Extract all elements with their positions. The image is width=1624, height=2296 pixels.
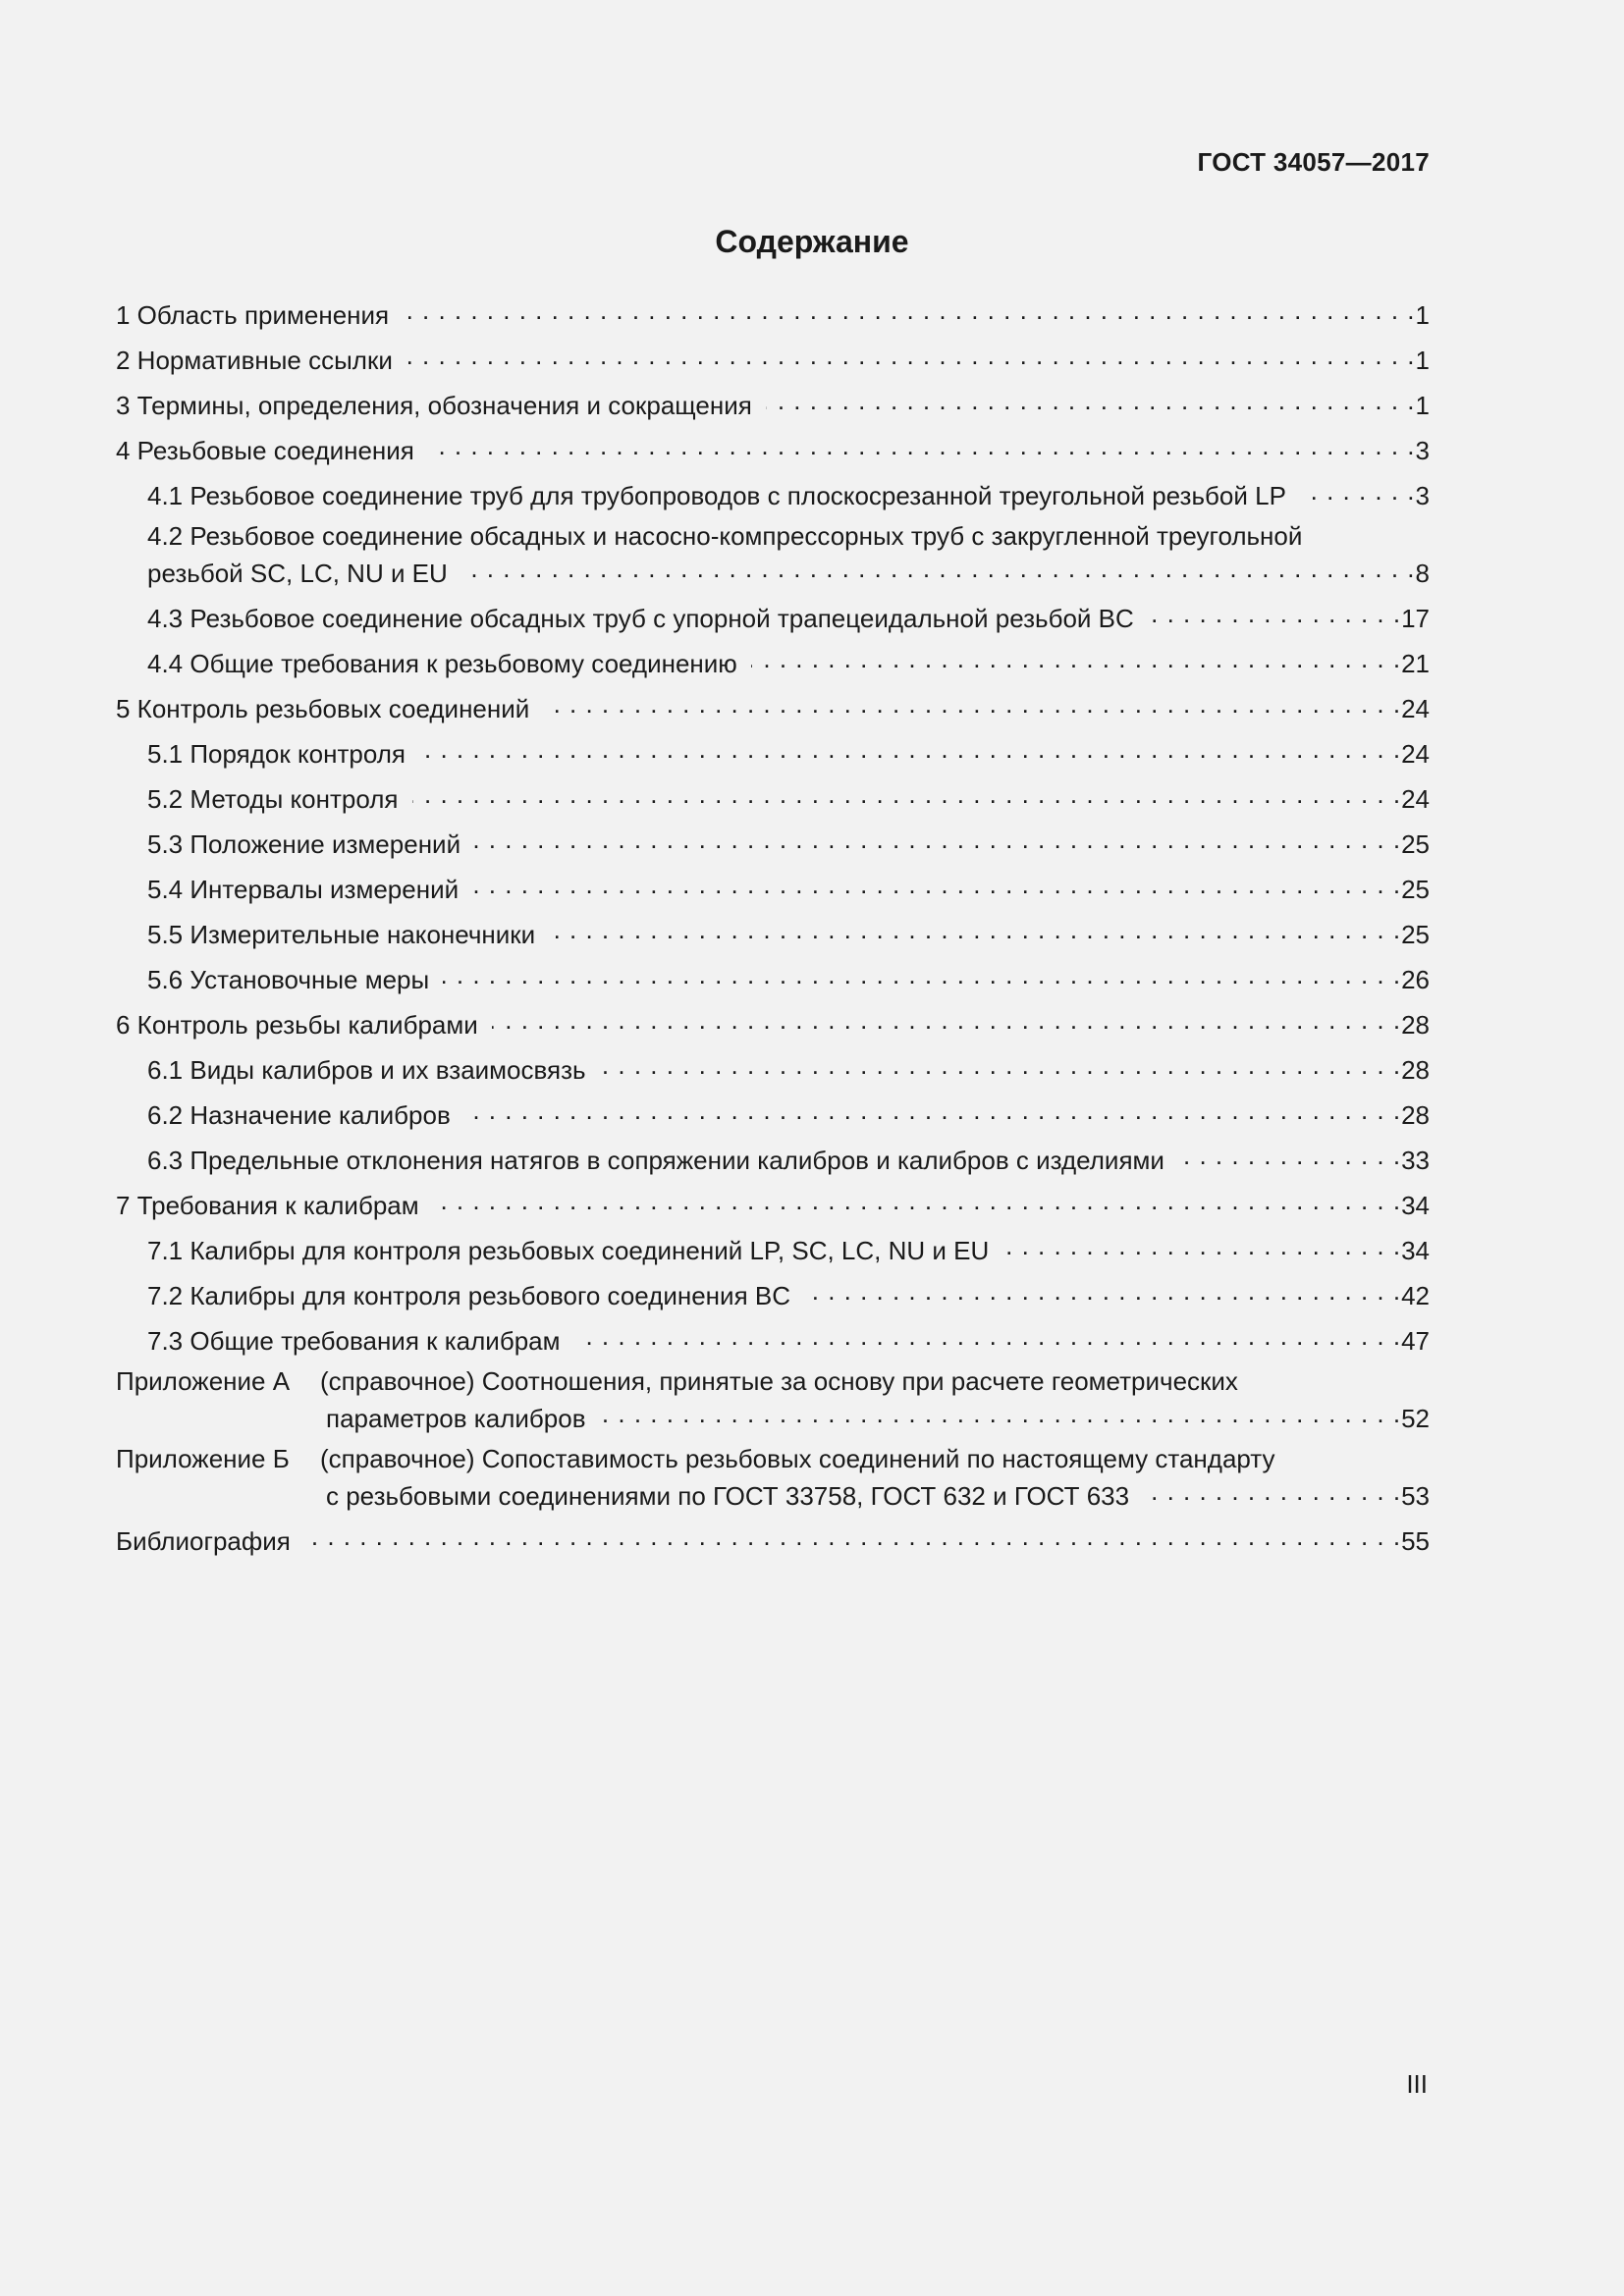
document-code: ГОСТ 34057—2017 bbox=[1197, 147, 1430, 177]
leader-dots bbox=[406, 340, 1416, 369]
toc-entry-4-2[interactable] bbox=[116, 520, 1430, 590]
toc-label-line1: (справочное) Соотношения, принятые за основу при расчете геометрических bbox=[320, 1366, 1238, 1396]
toc-page: 1 bbox=[1415, 300, 1430, 330]
toc-label: Библиография bbox=[116, 1526, 291, 1556]
leader-dots bbox=[804, 1275, 1401, 1305]
toc-label: 6.1 Виды калибров и их взаимосвязь bbox=[147, 1055, 586, 1085]
leader-dots bbox=[1148, 598, 1401, 627]
toc-page: 24 bbox=[1401, 694, 1430, 723]
toc-entry-6-2[interactable] bbox=[116, 1095, 1430, 1132]
leader-dots bbox=[574, 1320, 1402, 1350]
toc-label: 5.6 Установочные меры bbox=[147, 965, 430, 994]
leader-dots bbox=[1002, 1230, 1401, 1259]
toc-entry-5-1[interactable] bbox=[116, 733, 1430, 771]
page-number: III bbox=[1406, 2069, 1428, 2099]
toc-entry-7-3[interactable] bbox=[116, 1320, 1430, 1358]
toc-entry-2[interactable] bbox=[116, 340, 1430, 377]
toc-entry-7-2[interactable] bbox=[116, 1275, 1430, 1312]
toc-page: 1 bbox=[1415, 346, 1430, 375]
toc-entry-4[interactable] bbox=[116, 430, 1430, 467]
toc-entry-5-6[interactable] bbox=[116, 959, 1430, 996]
leader-dots bbox=[464, 1095, 1401, 1124]
leader-dots bbox=[304, 1521, 1401, 1550]
toc-label-line1: (справочное) Сопоставимость резьбовых соединений по настоящему стандарту bbox=[320, 1444, 1275, 1473]
toc-label: 7.3 Общие требования к калибрам bbox=[147, 1326, 561, 1356]
toc-entry-1[interactable] bbox=[116, 294, 1430, 332]
toc-label: 6 Контроль резьбы калибрами bbox=[116, 1010, 478, 1040]
toc-page: 28 bbox=[1401, 1100, 1430, 1130]
leader-dots bbox=[600, 1049, 1401, 1079]
appendix-prefix: Приложение А bbox=[116, 1366, 291, 1396]
leader-dots bbox=[474, 824, 1401, 853]
leader-dots bbox=[543, 688, 1401, 718]
toc-label: 2 Нормативные ссылки bbox=[116, 346, 393, 375]
leader-dots bbox=[461, 553, 1416, 582]
toc-entry-4-1[interactable] bbox=[116, 475, 1430, 512]
toc-entry-appendix-a[interactable] bbox=[116, 1365, 1430, 1435]
toc-page: 28 bbox=[1401, 1055, 1430, 1085]
toc-page: 21 bbox=[1401, 649, 1430, 678]
leader-dots bbox=[549, 914, 1401, 943]
leader-dots bbox=[428, 430, 1416, 459]
leader-dots bbox=[1300, 475, 1416, 505]
toc-label: 5.2 Методы контроля bbox=[147, 784, 399, 814]
toc-entry-7[interactable] bbox=[116, 1185, 1430, 1222]
toc-label: 5.1 Порядок контроля bbox=[147, 739, 406, 769]
toc-label: 7.2 Калибры для контроля резьбового соединения BC bbox=[147, 1281, 790, 1310]
leader-dots bbox=[403, 294, 1415, 324]
appendix-prefix: Приложение Б bbox=[116, 1444, 290, 1473]
toc-page: 25 bbox=[1401, 920, 1430, 949]
toc-label: 7.1 Калибры для контроля резьбовых соединений LP, SC, LC, NU и EU bbox=[147, 1236, 990, 1265]
toc-entry-appendix-b[interactable] bbox=[116, 1443, 1430, 1513]
toc-page: 34 bbox=[1401, 1236, 1430, 1265]
toc-label: 5.4 Интервалы измерений bbox=[147, 875, 460, 904]
toc-entry-5-4[interactable] bbox=[116, 869, 1430, 906]
toc-page: 42 bbox=[1401, 1281, 1430, 1310]
toc-entry-4-4[interactable] bbox=[116, 643, 1430, 680]
toc-label-line2: с резьбовыми соединениями по ГОСТ 33758, ГОСТ 632 и ГОСТ 633 bbox=[326, 1481, 1130, 1511]
leader-dots bbox=[766, 385, 1416, 414]
toc-entry-bibliography[interactable] bbox=[116, 1521, 1430, 1558]
toc-page: 24 bbox=[1401, 739, 1430, 769]
toc-entry-5-3[interactable] bbox=[116, 824, 1430, 861]
leader-dots bbox=[472, 869, 1401, 898]
toc-entry-7-1[interactable] bbox=[116, 1230, 1430, 1267]
toc-entry-6[interactable] bbox=[116, 1004, 1430, 1041]
toc-page: 24 bbox=[1401, 784, 1430, 814]
toc-page: 25 bbox=[1401, 875, 1430, 904]
toc-page: 55 bbox=[1401, 1526, 1430, 1556]
leader-dots bbox=[443, 959, 1401, 988]
toc-label: 5 Контроль резьбовых соединений bbox=[116, 694, 530, 723]
leader-dots bbox=[1178, 1140, 1401, 1169]
toc-page: 26 bbox=[1401, 965, 1430, 994]
leader-dots bbox=[751, 643, 1401, 672]
toc-label-line2: параметров калибров bbox=[326, 1404, 586, 1433]
table-of-contents bbox=[116, 294, 1430, 1566]
toc-label-line1: 4.2 Резьбовое соединение обсадных и насосно-компрессорных труб с закругленной треугольной bbox=[147, 521, 1303, 551]
toc-entry-5-5[interactable] bbox=[116, 914, 1430, 951]
toc-label: 1 Область применения bbox=[116, 300, 390, 330]
toc-page: 33 bbox=[1401, 1146, 1430, 1175]
toc-page: 25 bbox=[1401, 829, 1430, 859]
leader-dots bbox=[600, 1398, 1402, 1427]
toc-entry-5-2[interactable] bbox=[116, 778, 1430, 816]
toc-page: 3 bbox=[1415, 481, 1430, 510]
toc-entry-6-3[interactable] bbox=[116, 1140, 1430, 1177]
toc-page: 28 bbox=[1401, 1010, 1430, 1040]
toc-label: 6.3 Предельные отклонения натягов в сопряжении калибров и калибров с изделиями bbox=[147, 1146, 1164, 1175]
toc-label-line2: резьбой SC, LC, NU и EU bbox=[147, 559, 448, 588]
toc-page: 8 bbox=[1415, 559, 1430, 588]
toc-label: 4 Резьбовые соединения bbox=[116, 436, 414, 465]
toc-entry-6-1[interactable] bbox=[116, 1049, 1430, 1087]
toc-label: 4.3 Резьбовое соединение обсадных труб с упорной трапецеидальной резьбой BC bbox=[147, 604, 1134, 633]
toc-label: 5.5 Измерительные наконечники bbox=[147, 920, 536, 949]
leader-dots bbox=[492, 1004, 1401, 1034]
toc-entry-3[interactable] bbox=[116, 385, 1430, 422]
toc-label: 5.3 Положение измерений bbox=[147, 829, 461, 859]
toc-page: 47 bbox=[1401, 1326, 1430, 1356]
toc-page: 53 bbox=[1401, 1481, 1430, 1511]
toc-page: 17 bbox=[1401, 604, 1430, 633]
toc-page: 52 bbox=[1401, 1404, 1430, 1433]
toc-label: 3 Термины, определения, обозначения и сокращения bbox=[116, 391, 752, 420]
toc-page: 34 bbox=[1401, 1191, 1430, 1220]
toc-entry-4-3[interactable] bbox=[116, 598, 1430, 635]
toc-label: 6.2 Назначение калибров bbox=[147, 1100, 451, 1130]
leader-dots bbox=[1143, 1475, 1401, 1505]
leader-dots bbox=[419, 733, 1401, 763]
toc-page: 1 bbox=[1415, 391, 1430, 420]
leader-dots bbox=[412, 778, 1402, 808]
toc-label: 7 Требования к калибрам bbox=[116, 1191, 419, 1220]
toc-page: 3 bbox=[1415, 436, 1430, 465]
toc-label: 4.1 Резьбовое соединение труб для трубопроводов с плоскосрезанной треугольной резьбой LP bbox=[147, 481, 1286, 510]
toc-entry-5[interactable] bbox=[116, 688, 1430, 725]
toc-label: 4.4 Общие требования к резьбовому соединению bbox=[147, 649, 737, 678]
page-title: Содержание bbox=[715, 224, 909, 259]
leader-dots bbox=[433, 1185, 1401, 1214]
